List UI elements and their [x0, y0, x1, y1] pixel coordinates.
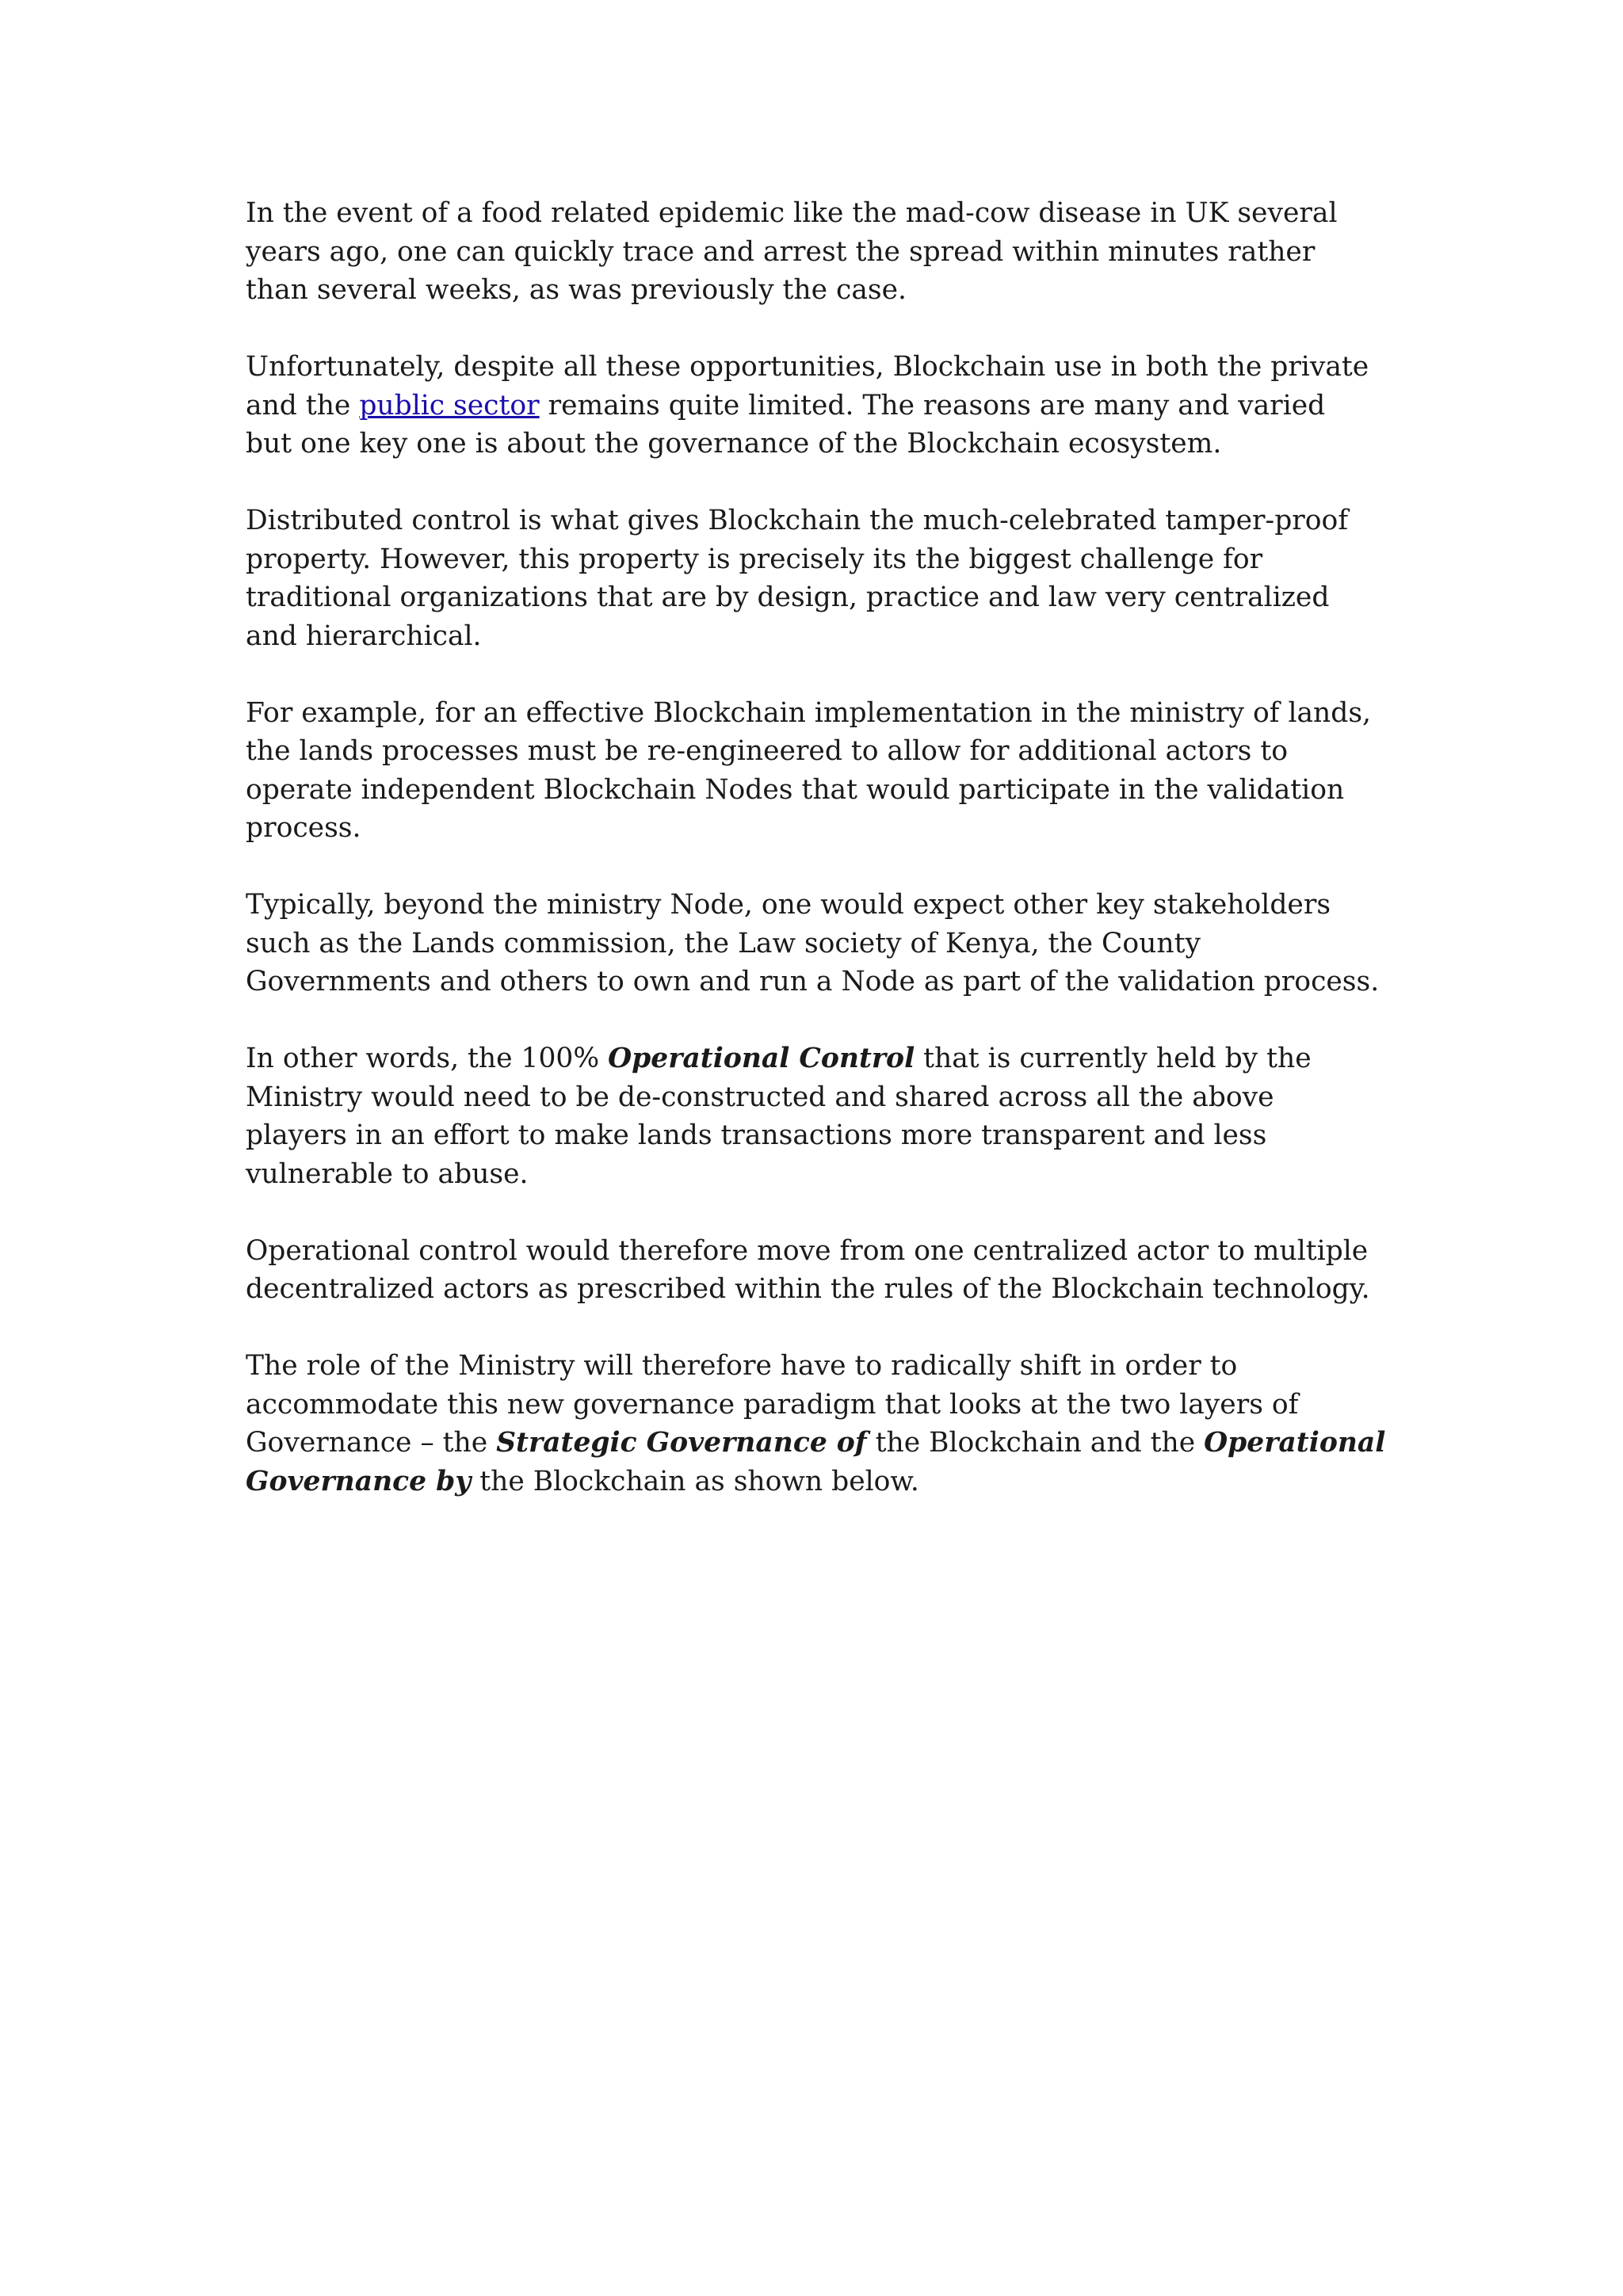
- paragraph-distributed-control: [246, 502, 1387, 655]
- text-line: and hierarchical.: [246, 620, 482, 652]
- text-line: property. However, this property is precisely its the biggest challenge for: [246, 543, 1263, 575]
- emphasis-strategic-governance: Strategic Governance of: [496, 1427, 867, 1459]
- text-line: The role of the Ministry will therefore have to radically shift in order to: [246, 1350, 1238, 1382]
- paragraph-limited-use: [246, 348, 1387, 463]
- emphasis-operational: Operational: [1204, 1427, 1386, 1459]
- text-line: accommodate this new governance paradigm that looks at the two layers of: [246, 1388, 1299, 1421]
- text-line: Operational control would therefore move from one centralized actor to multiple: [246, 1234, 1369, 1267]
- paragraph-decentralized-actors: [246, 1232, 1387, 1309]
- text-segment: and the: [246, 389, 360, 421]
- text-line: but one key one is about the governance of the Blockchain ecosystem.: [246, 428, 1222, 460]
- text-line: decentralized actors as prescribed within the rules of the Blockchain technology.: [246, 1273, 1370, 1305]
- text-line: operate independent Blockchain Nodes that would participate in the validation: [246, 773, 1345, 806]
- text-segment: remains quite limited. The reasons are many and varied: [539, 389, 1326, 421]
- text-line: traditional organizations that are by design, practice and law very centralized: [246, 582, 1330, 613]
- paragraph-stakeholders: [246, 886, 1387, 1001]
- text-line: process.: [246, 812, 361, 844]
- text-line: than several weeks, as was previously the case.: [246, 274, 907, 306]
- text-line: [246, 1039, 1387, 1078]
- paragraph-lands-example: [246, 694, 1387, 848]
- document-body: [246, 194, 1387, 1539]
- text-line: such as the Lands commission, the Law society of Kenya, the County: [246, 927, 1201, 959]
- public-sector-link[interactable]: public sector: [359, 389, 540, 421]
- text-segment: Governance – the: [246, 1427, 497, 1459]
- text-line: the lands processes must be re-engineered to allow for additional actors to: [246, 735, 1288, 767]
- text-line: Governments and others to own and run a Node as part of the validation process.: [246, 966, 1380, 997]
- emphasis-governance-by: Governance by: [246, 1465, 472, 1497]
- text-line: [246, 387, 1387, 425]
- text-line: vulnerable to abuse.: [246, 1158, 529, 1190]
- text-line: [246, 1424, 1387, 1463]
- paragraph-governance-paradigm: [246, 1347, 1387, 1501]
- text-line: Ministry would need to be de-constructed and shared across all the above: [246, 1081, 1274, 1113]
- text-segment: In other words, the 100%: [246, 1043, 609, 1074]
- paragraph-operational-control: [246, 1039, 1387, 1193]
- text-line: [246, 1463, 1387, 1501]
- text-line: For example, for an effective Blockchain implementation in the ministry of lands,: [246, 696, 1372, 729]
- text-line: players in an effort to make lands transactions more transparent and less: [246, 1119, 1267, 1151]
- text-line: Unfortunately, despite all these opportunities, Blockchain use in both the private: [246, 351, 1369, 383]
- text-line: years ago, one can quickly trace and arrest the spread within minutes rather: [246, 235, 1316, 268]
- text-line: Distributed control is what gives Blockchain the much-celebrated tamper-proof: [246, 505, 1349, 536]
- text-line: In the event of a food related epidemic like the mad-cow disease in UK several: [246, 197, 1338, 229]
- emphasis-operational-control: Operational Control: [608, 1043, 915, 1074]
- text-segment: the Blockchain and the: [866, 1427, 1205, 1459]
- text-segment: the Blockchain as shown below.: [471, 1465, 919, 1497]
- text-line: Typically, beyond the ministry Node, one would expect other key stakeholders: [246, 889, 1331, 921]
- text-segment: that is currently held by the: [915, 1043, 1312, 1074]
- paragraph-epidemic-tracing: [246, 194, 1387, 310]
